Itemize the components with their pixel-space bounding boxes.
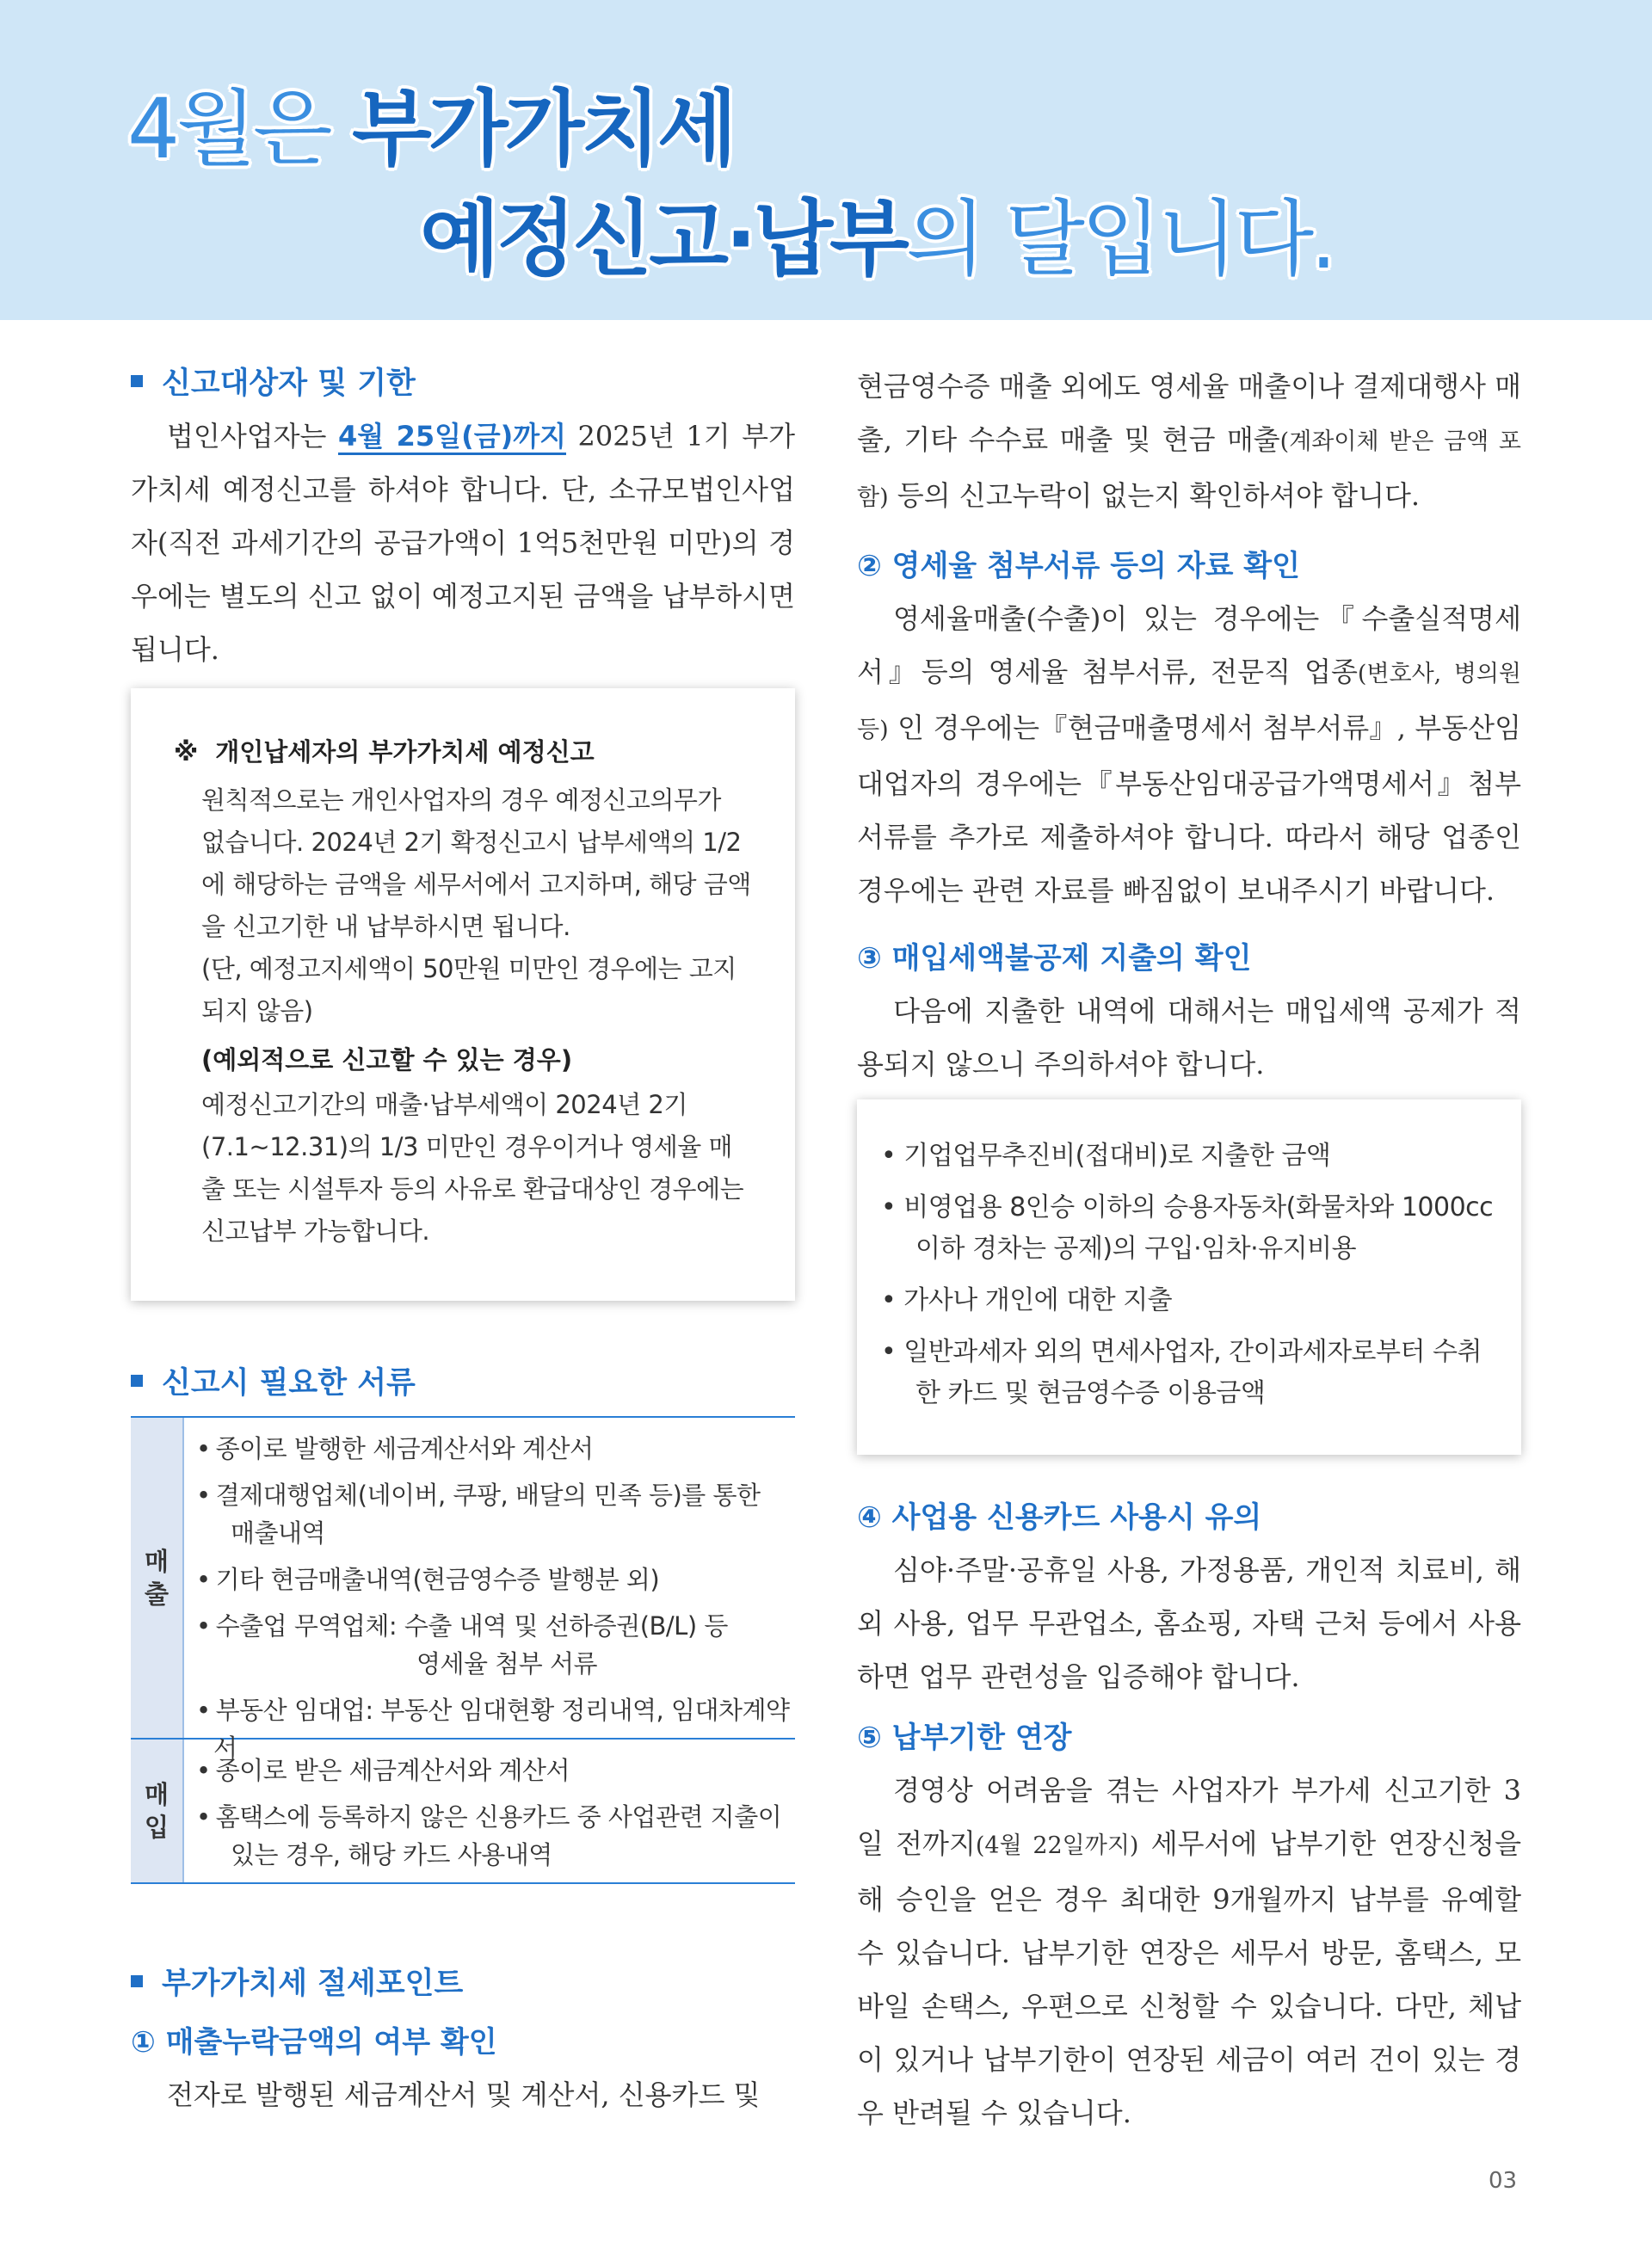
individual-taxpayer-note-box [131, 688, 795, 1301]
note-title: ※ 개인납세자의 부가가치세 예정신고 [174, 737, 595, 767]
title-banner [0, 0, 1652, 320]
docs-row-purchase [131, 1738, 795, 1882]
nondeductible-list-box [857, 1099, 1521, 1455]
list-item: • 비영업용 8인승 이하의 승용자동차(화물차와 1000cc 이하 경차는 공제)의 구입·임차·유지비용 [881, 1192, 1494, 1264]
section-heading-deadline: 신고대상자 및 기한 [131, 361, 795, 406]
note-body-2: (단, 예정고지세액이 50만원 미만인 경우에는 고지되지 않음) [201, 954, 737, 1025]
list-item: • 기타 현금매출내역(현금영수증 발행분 외) [196, 1565, 660, 1594]
note-body-1: 원칙적으로는 개인사업자의 경우 예정신고의무가 없습니다. 2024년 2기 확정신고시 납부세액의 1/2에 해당하는 금액을 세무서에서 고지하며, 해당 금액을 신고기한 내 납부하시면 됩니다. [201, 785, 751, 941]
deadline-paragraph: 법인사업자는 4월 25일(금)까지 2025년 1기 부가가치세 예정신고를 하셔야 합니다. 단, 소규모법인사업자(직전 과세기간의 공급가액이 1억5천만원 미만)의 경우에는 별도의 신고 없이 예정고지된 금액을 납부하시면 됩니다. [131, 420, 796, 666]
subheading-sales-omission: ① 매출누락금액의 여부 확인 [131, 2025, 497, 2060]
left-column [131, 361, 795, 676]
note-body-3: 예정신고기간의 매출·납부세액이 2024년 2기(7.1~12.31)의 1/3 미만인 경우이거나 영세율 매출 또는 시설투자 등의 사유로 환급대상인 경우에는 신고납부 가능합니다. [201, 1090, 744, 1246]
tips-section [131, 1961, 795, 2121]
list-item: • 부동산 임대업: 부동산 임대현황 정리내역, 임대차계약서 [196, 1696, 790, 1763]
section-heading-docs: 신고시 필요한 서류 [131, 1361, 795, 1406]
subheading-nondeductible: ③ 매입세액불공제 지출의 확인 [857, 941, 1252, 976]
business-card-paragraph: 심야·주말·공휴일 사용, 가정용품, 개인적 치료비, 해외 사용, 업무 무관업소, 홈쇼핑, 자택 근처 등에서 사용하면 업무 관련성을 입증해야 합니다. [857, 1554, 1521, 1693]
list-item: • 결제대행업체(네이버, 쿠팡, 배달의 민족 등)를 통한 매출내역 [196, 1481, 761, 1548]
right-column-bottom [857, 1495, 1521, 2140]
list-item: • 종이로 발행한 세금계산서와 계산서 [196, 1434, 594, 1463]
required-docs-table [131, 1416, 795, 1884]
docs-items-purchase [182, 1740, 795, 1882]
page-title-line1: 4월은 부가가치세 [127, 81, 734, 177]
section-heading-tips: 부가가치세 절세포인트 [131, 1961, 795, 2006]
subheading-zero-rate-docs: ② 영세율 첨부서류 등의 자료 확인 [857, 549, 1300, 583]
payment-extension-paragraph: 경영상 어려움을 겪는 사업자가 부가세 신고기한 3일 전까지(4월 22일까지) 세무서에 납부기한 연장신청을 해 승인을 얻은 경우 최대한 9개월까지 납부를 유예할 수 있습니다. 납부기한 연장은 세무서 방문, 홈택스, 모바일 손택스, 우편으로 신청할 수 있습니다. 다만, 체납이 있거나 납부기한이 연장된 세금이 여러 건이 있는 경우 반려될 수 있습니다. [857, 1774, 1522, 2129]
deadline-highlight: 4월 25일(금)까지 [338, 420, 566, 455]
note-subheading: (예외적으로 신고할 수 있는 경우) [201, 1045, 573, 1075]
nondeductible-paragraph: 다음에 지출한 내역에 대해서는 매입세액 공제가 적용되지 않으니 주의하셔야 합니다. [857, 995, 1521, 1081]
docs-label-sales: 매 출 [131, 1418, 182, 1738]
docs-row-sales [131, 1418, 795, 1763]
page-number: 03 [1489, 2168, 1518, 2194]
list-item: • 일반과세자 외의 면세사업자, 간이과세자로부터 수취 한 카드 및 현금영수증 이용금액 [881, 1337, 1482, 1408]
square-bullet-icon [131, 375, 143, 387]
list-item: • 가사나 개인에 대한 지출 [881, 1285, 1173, 1315]
zero-rate-paragraph: 영세율매출(수출)이 있는 경우에는『수출실적명세서』등의 영세율 첨부서류, 전문직 업종(변호사, 병의원 등) 인 경우에는『현금매출명세서 첨부서류』, 부동산임대업자의 경우에는『부동산임대공급가액명세서』첨부서류를 추가로 제출하셔야 합니다. 따라서 해당 업종인 경우에는 관련 자료를 빠짐없이 보내주시기 바랍니다. [857, 602, 1521, 907]
right-column-top [857, 360, 1521, 1091]
docs-items-sales [182, 1418, 795, 1763]
subheading-payment-extension: ⑤ 납부기한 연장 [857, 1721, 1072, 1755]
list-item: • 기업업무추진비(접대비)로 지출한 금액 [881, 1141, 1331, 1171]
square-bullet-icon [131, 1975, 143, 1987]
subheading-business-card: ④ 사업용 신용카드 사용시 유의 [857, 1500, 1262, 1535]
page-title-line2: 예정신고·납부의 달입니다. [420, 191, 1334, 287]
docs-label-purchase: 매 입 [131, 1740, 182, 1882]
list-item: • 종이로 받은 세금계산서와 계산서 [196, 1756, 570, 1785]
square-bullet-icon [131, 1375, 143, 1387]
sales-omission-paragraph: 전자로 발행된 세금계산서 및 계산서, 신용카드 및 [167, 2078, 761, 2111]
list-item: • 수출업 무역업체: 수출 내역 및 선하증권(B/L) 등 영세율 첨부 서류 [196, 1611, 728, 1678]
list-item: • 홈택스에 등록하지 않은 신용카드 중 사업관련 지출이 있는 경우, 해당 카드 사용내역 [196, 1802, 782, 1869]
docs-heading-wrap [131, 1361, 795, 1406]
sales-omission-paragraph-cont: 현금영수증 매출 외에도 영세율 매출이나 결제대행사 매출, 기타 수수료 매출 및 현금 매출(계좌이체 받은 금액 포함) 등의 신고누락이 없는지 확인하셔야 합니다. [857, 370, 1522, 512]
